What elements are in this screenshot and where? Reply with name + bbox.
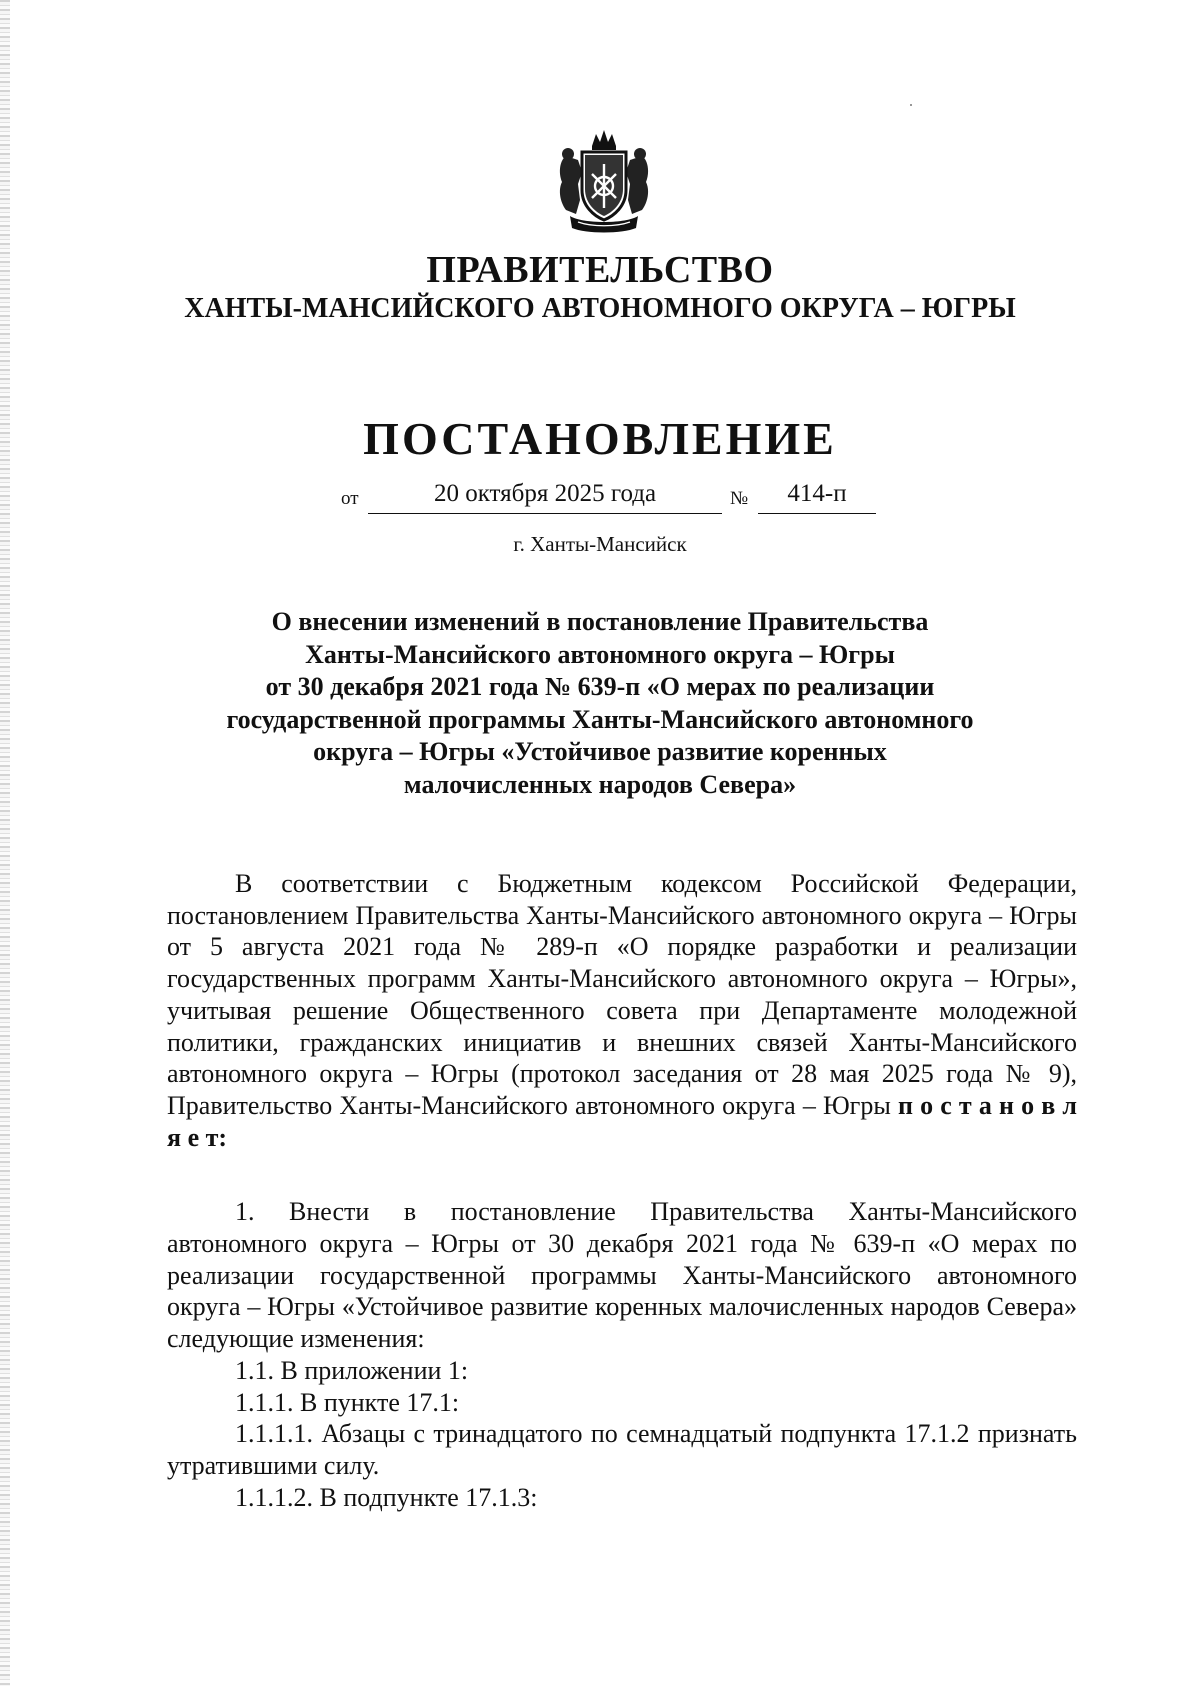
document-type: ПОСТАНОВЛЕНИЕ (363, 413, 837, 464)
decree-word: п о с т а н о в л я е т: (167, 1090, 1077, 1152)
item-1: 1. Внести в постановление Правительства Ханты-Мансийского автономного округа – Югры от 30 декабря 2021 года № 639-п «О мерах по реализации государственной программы Ханты-Мансийского автономного округа – Югры «Устойчивое развитие коренных малочисленных народов Севера» следующие изменения: (167, 1197, 1077, 1354)
item-1-1-1: 1.1.1. В пункте 17.1: (235, 1387, 460, 1417)
from-label: от (341, 488, 359, 509)
heading-line: Ханты-Мансийского автономного округа – Югры (305, 639, 895, 669)
heading-line: округа – Югры «Устойчивое развитие коренных (313, 737, 887, 766)
preamble-text: В соответствии с Бюджетным кодексом Российской Федерации, постановлением Правительства Ханты-Мансийского автономного округа – Югры от 5 августа 2021 года № 289-п «О порядке разработки и реализации государственных программ Ханты-Мансийского автономного округа – Югры», учитывая решение Общественного совета при Департаменте молодежной политики, гражданских инициатив и внешних связей Ханты-Мансийского автономного округа – Югры (протокол заседания от 28 мая 2025 года № 9), Правительство Ханты-Мансийского автономного округа – Югры (167, 869, 1077, 1120)
city: г. Ханты-Мансийск (513, 532, 687, 556)
region-title: ХАНТЫ-МАНСИЙСКОГО АВТОНОМНОГО ОКРУГА – ЮГРЫ (184, 293, 1016, 324)
heading-line: малочисленных народов Севера» (403, 769, 797, 799)
document-heading (160, 606, 1040, 801)
item-1-1: 1.1. В приложении 1: (235, 1355, 469, 1385)
item-1-1-1-1: 1.1.1.1. Абзацы с тринадцатого по семнадцатый подпункта 17.1.2 признать утратившими силу. (167, 1419, 1077, 1480)
government-title: ПРАВИТЕЛЬСТВО (426, 249, 774, 291)
paragraph-gap (167, 1153, 1077, 1196)
heading-line: О внесении изменений в постановление Правительства (271, 607, 929, 636)
heading-line: государственной программы Ханты-Мансийского автономного (226, 704, 974, 734)
document-body (167, 868, 1077, 1513)
scan-speck (910, 104, 912, 106)
coat-of-arms-icon (552, 128, 656, 236)
date-number-line (0, 478, 1200, 514)
document-number: 414-п (758, 479, 876, 514)
number-label: № (730, 488, 749, 509)
item-1-1-1-2: 1.1.1.2. В подпункте 17.1.3: (235, 1482, 538, 1512)
document-date: 20 октября 2025 года (368, 479, 722, 514)
preamble-paragraph (167, 868, 1077, 1153)
heading-line: от 30 декабря 2021 года № 639-п «О мерах по реализации (265, 672, 935, 701)
